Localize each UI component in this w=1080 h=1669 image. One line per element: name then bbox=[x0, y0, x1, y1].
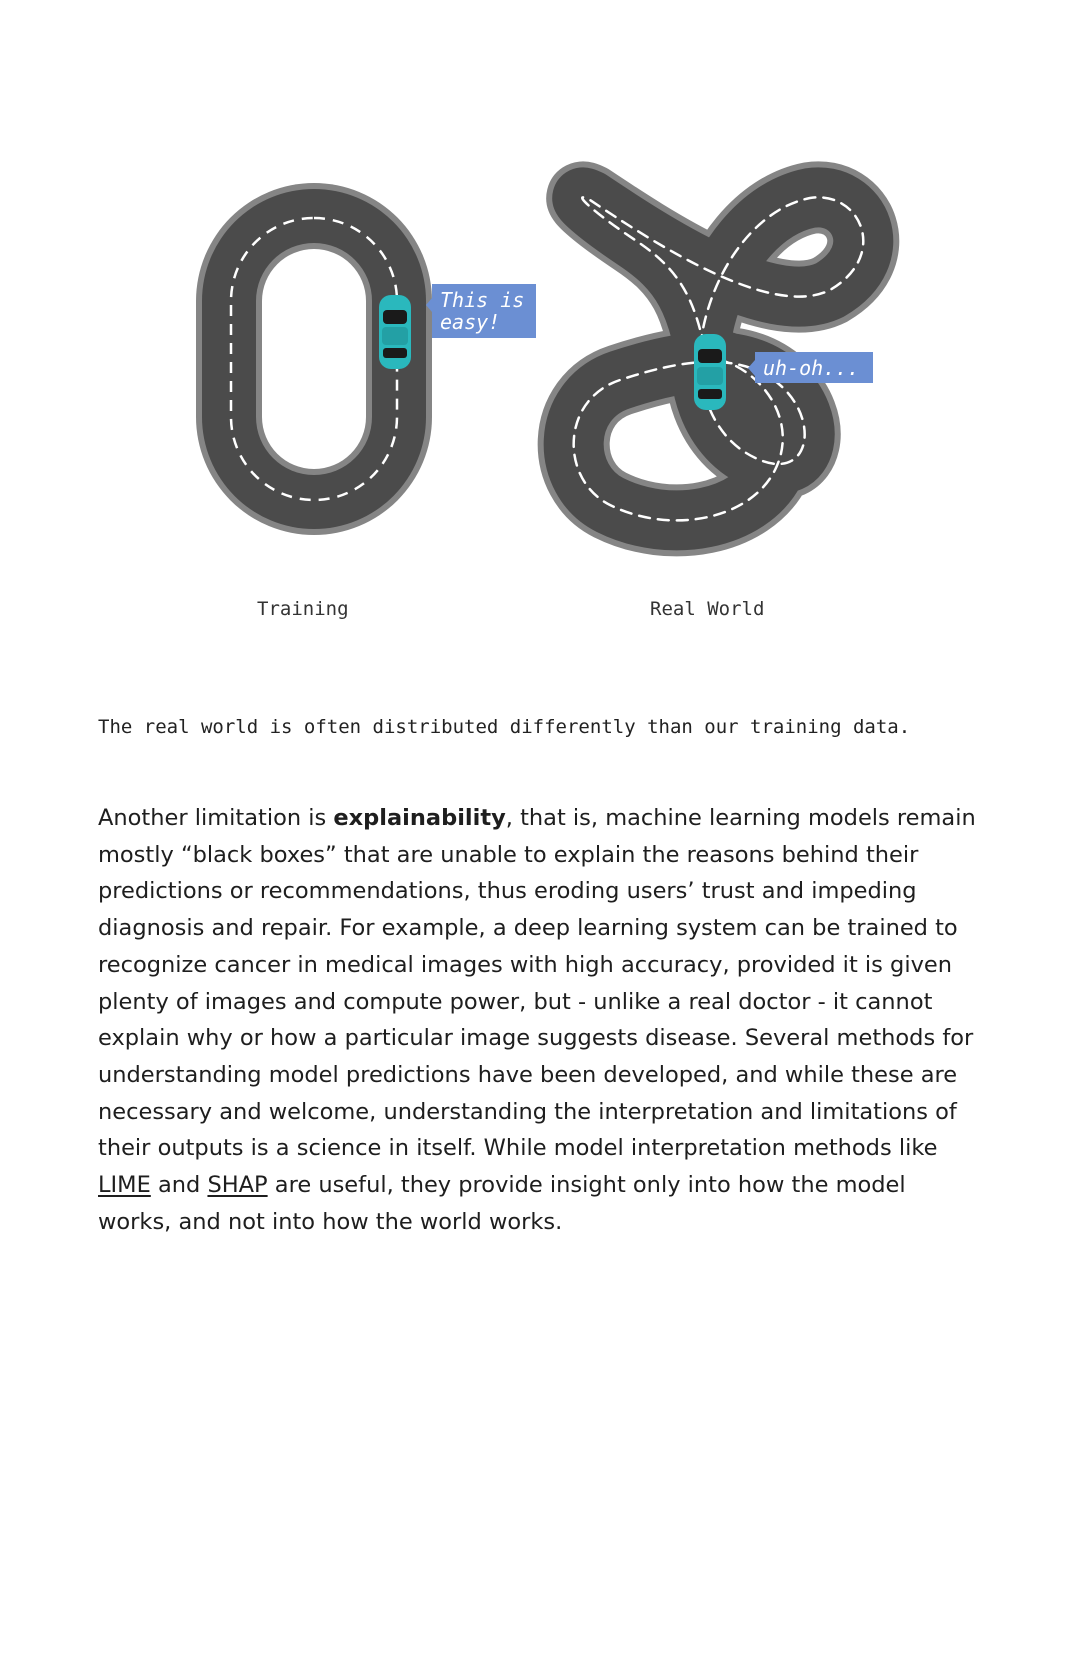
real-world-speech-bubble bbox=[748, 352, 873, 383]
road-illustration bbox=[0, 0, 1080, 660]
shap-link[interactable]: SHAP bbox=[207, 1172, 268, 1199]
body-paragraph bbox=[98, 800, 978, 1240]
lime-link[interactable]: LIME bbox=[98, 1172, 151, 1199]
paragraph-text-4: are useful, they provide insight only into how the model works, and not into how the world works. bbox=[98, 1172, 906, 1235]
training-bubble-line1: This is bbox=[440, 288, 525, 312]
training-bubble-line2: easy! bbox=[440, 310, 501, 334]
figure-caption: The real world is often distributed differently than our training data. bbox=[98, 716, 911, 738]
real-bubble-text: uh-oh... bbox=[763, 356, 860, 380]
paragraph-text-2: , that is, machine learning models remain mostly “black boxes” that are unable to explain the reasons behind their predictions or recommendations, thus eroding users’ trust and impeding diagnosis and repair. For example, a deep learning system can be trained to recognize cancer in medical images with high accuracy, provided it is given plenty of images and compute power, but - unlike a real doctor - it cannot explain why or how a particular image suggests disease. Several methods for understanding model predictions have been developed, and while these are necessary and welcome, understanding the interpretation and limitations of their outputs is a science in itself. While model interpretation methods like bbox=[98, 805, 976, 1162]
paragraph-text-1: Another limitation is bbox=[98, 805, 334, 831]
explainability-term: explainability bbox=[333, 805, 506, 831]
training-infield bbox=[262, 249, 366, 469]
real-world-label: Real World bbox=[650, 598, 765, 620]
training-speech-bubble bbox=[426, 284, 536, 338]
training-label: Training bbox=[257, 598, 349, 620]
real-world-car-icon bbox=[694, 334, 726, 410]
training-car-icon bbox=[379, 295, 411, 369]
paragraph-text-3: and bbox=[150, 1172, 208, 1199]
